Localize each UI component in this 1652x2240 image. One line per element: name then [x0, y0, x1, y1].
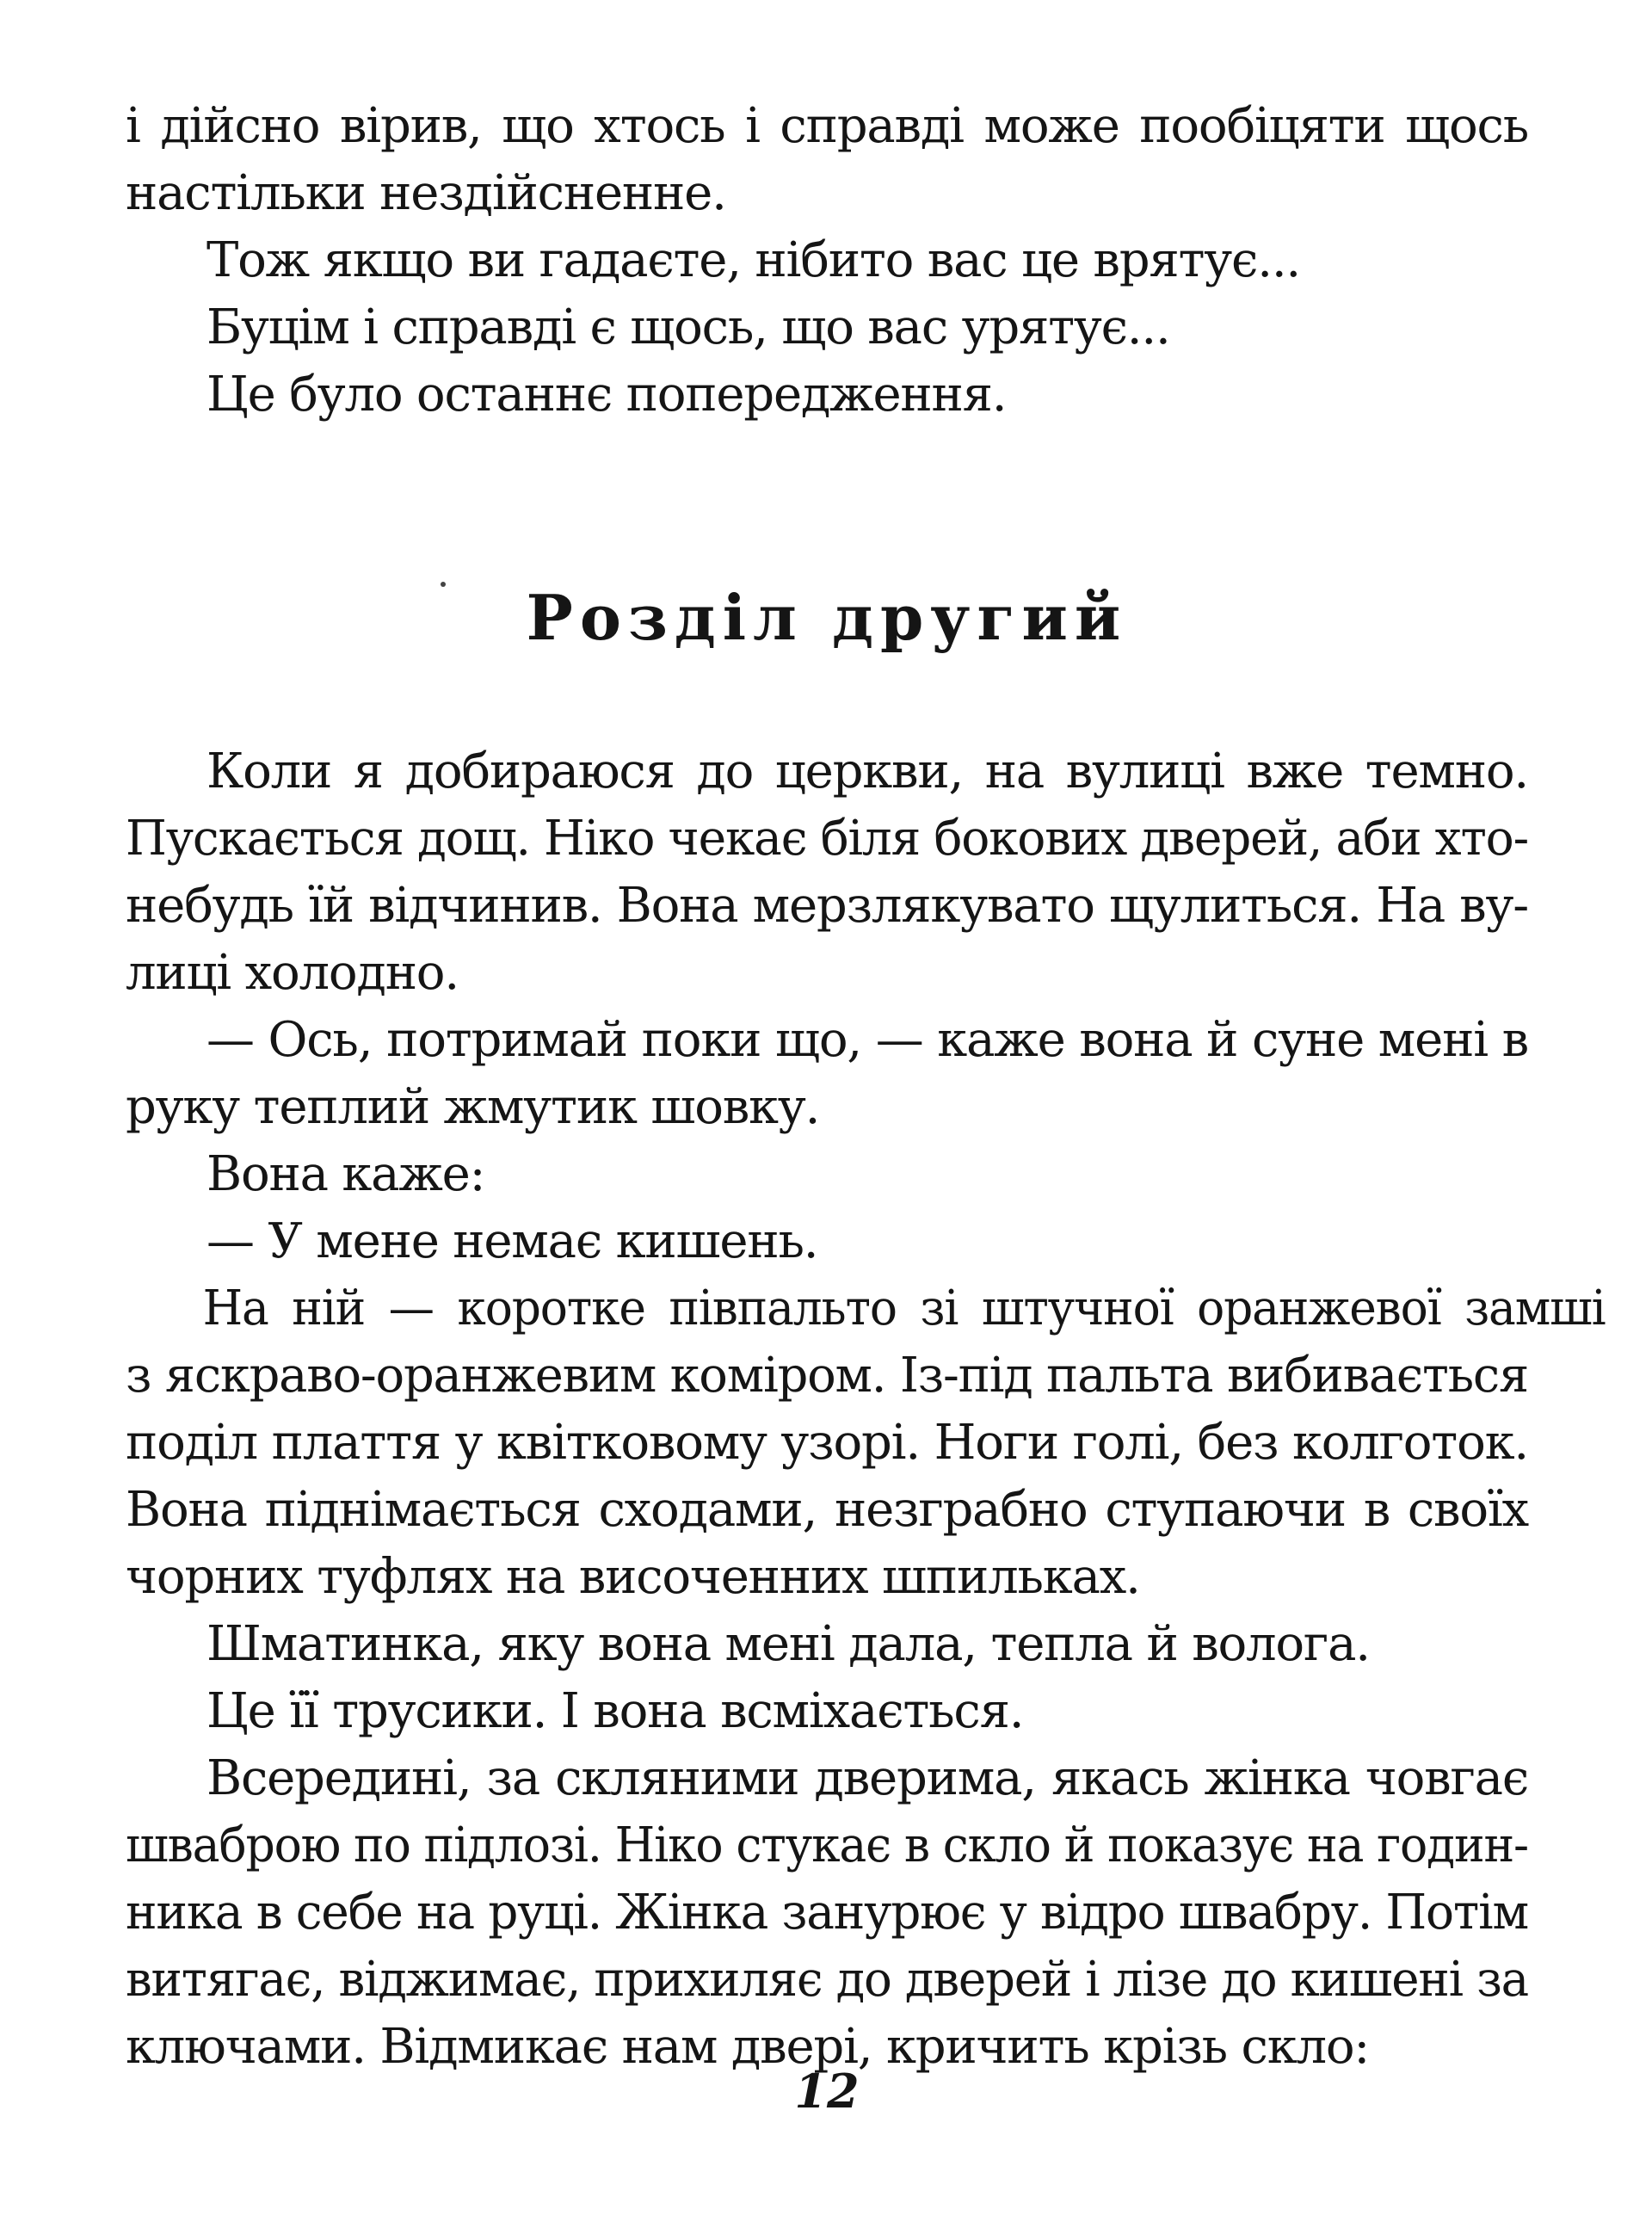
text-line: — Ось, потримай поки що, — каже вона й суне мені в: [206, 1012, 1528, 1068]
text-line: поділ плаття у квітковому узорі. Ноги голі, без колготок.: [126, 1415, 1528, 1471]
text-line: Шматинка, яку вона мені дала, тепла й волога.: [206, 1616, 1370, 1672]
text-line: шваброю по підлозі. Ніко стукає в скло й показує на годин-: [126, 1817, 1528, 1873]
opening-text-block: [126, 93, 1528, 429]
text-line: Вона піднімається сходами, незграбно ступаючи в своїх: [126, 1482, 1528, 1538]
text-line: Тож якщо ви гадаєте, нібито вас це врятує...: [206, 232, 1301, 288]
text-line: небудь їй відчинив. Вона мерзлякувато щулиться. На ву-: [126, 878, 1528, 934]
text-line: ника в себе на руці. Жінка занурює у відро швабру. Потім: [126, 1885, 1528, 1941]
text-line: На ній — коротке півпальто зі штучної оранжевої замші: [202, 1280, 1606, 1336]
text-line: руку теплий жмутик шовку.: [126, 1079, 820, 1135]
chapter-body-text: [126, 738, 1606, 2081]
text-line: Пускається дощ. Ніко чекає біля бокових дверей, аби хто-: [126, 811, 1528, 867]
text-line: з яскраво-оранжевим коміром. Із-під пальта вибивається: [126, 1348, 1528, 1404]
text-line: Коли я добираюся до церкви, на вулиці вже темно.: [206, 744, 1528, 799]
text-line: Вона каже:: [206, 1146, 485, 1202]
text-line: лиці холодно.: [126, 945, 459, 1001]
text-line: Буцім і справді є щось, що вас урятує...: [206, 299, 1170, 355]
text-line: і дійсно вірив, що хтось і справді може пообіцяти щось: [126, 98, 1528, 154]
text-line: Це її трусики. І вона всміхається.: [206, 1683, 1024, 1739]
page-number: 12: [794, 2064, 860, 2119]
text-line: ключами. Відмикає нам двері, кричить крізь скло:: [126, 2019, 1370, 2075]
text-line: витягає, віджимає, прихиляє до дверей і лізе до кишені за: [126, 1952, 1529, 2008]
text-line: Всередині, за скляними дверима, якась жінка човгає: [206, 1750, 1528, 1806]
text-line: Це було останнє попередження.: [206, 367, 1007, 423]
text-line: чорних туфлях на височенних шпильках.: [126, 1549, 1140, 1605]
text-line: — У мене немає кишень.: [206, 1213, 818, 1269]
text-line: настільки нездійсненне.: [126, 165, 726, 221]
chapter-title: Розділ другий: [526, 581, 1128, 654]
